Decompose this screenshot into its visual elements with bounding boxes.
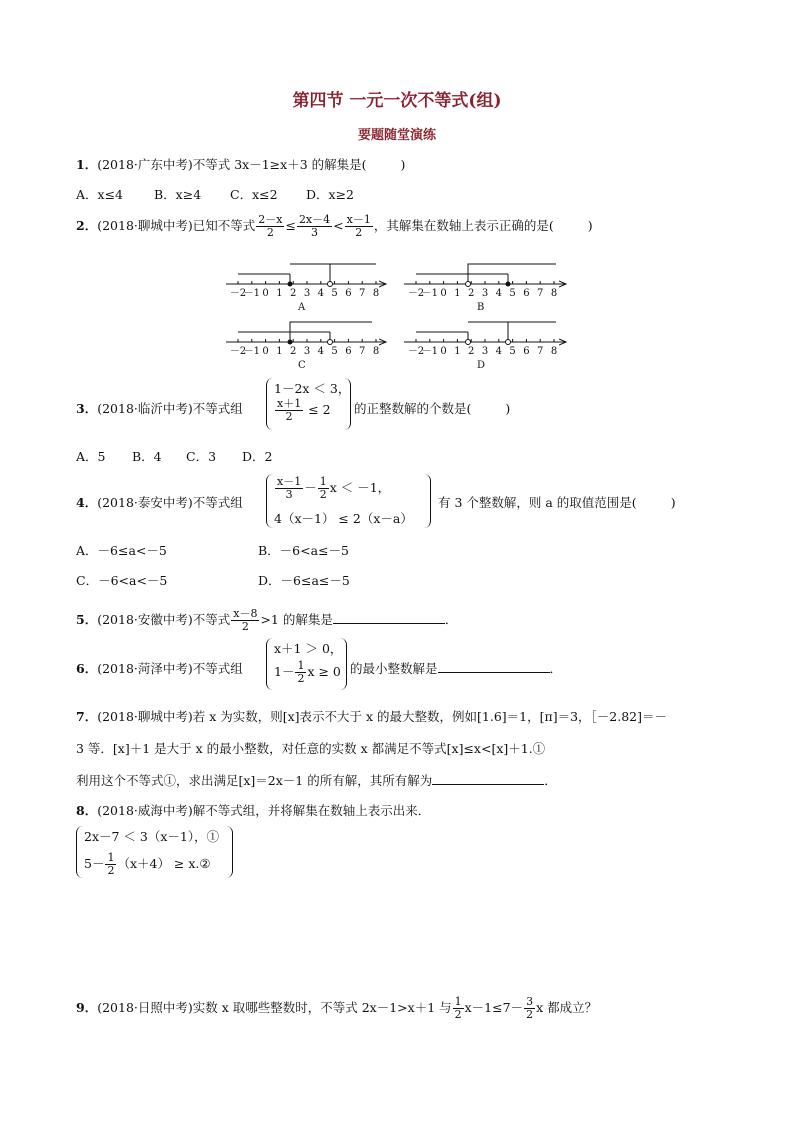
question-6-prefix [76, 660, 243, 678]
tick-label: －1 [243, 288, 260, 299]
question-3-option-d: D．2 [242, 449, 273, 464]
right-brace [424, 474, 431, 528]
number-line-options [222, 254, 582, 372]
system-line-2: 4（x－1） ≤ 2（x－a） [274, 511, 413, 526]
answer-paren-close: ) [400, 157, 406, 172]
question-1-option-c: C．x≤2 [230, 187, 278, 202]
tick-label: 7 [359, 346, 366, 357]
question-text-post: 有 3 个整数解，则 a 的取值范围是( [438, 495, 637, 510]
answer-paren-close: ) [587, 218, 593, 233]
tick-label: 3 [481, 346, 489, 357]
tick-label: 1 [454, 288, 461, 299]
option-label-b: B [477, 302, 485, 313]
question-1 [76, 156, 405, 174]
right-brace [344, 378, 351, 430]
question-text-post: 的最小整数解是 [350, 661, 438, 676]
answer-blank[interactable] [438, 660, 550, 673]
question-7-line-3: 利用这个不等式①，求出满足[x]＝2x－1 的所有解，其所有解为 ． [76, 773, 557, 788]
left-brace [266, 638, 273, 690]
left-brace [266, 378, 273, 430]
fraction: $\frac{2-x}{2}$ [258, 213, 283, 239]
question-number: 6． [76, 661, 98, 676]
question-text-pre: (2018·安徽中考)不等式 [97, 612, 231, 627]
answer-blank[interactable] [333, 611, 445, 624]
tick-label: 3 [303, 346, 311, 357]
question-4-prefix [76, 494, 243, 512]
question-3-option-a: A．5 [76, 449, 106, 464]
tick-label: 7 [537, 288, 544, 299]
tick-label: －2 [407, 288, 425, 299]
answer-paren-close: ) [505, 401, 511, 416]
question-7-line-1: 7．(2018·聊城中考)若 x 为实数，则[x]表示不大于 x 的最大整数，例如[1.6]＝1，[π]＝3，［－2.82]＝－ [76, 709, 668, 724]
question-text-pre: (2018·临沂中考)不等式组 [97, 401, 243, 416]
system-line-1: 1－2x ＜ 3， [274, 381, 351, 396]
system-line-1: $\frac{x-1}{3}$ － $\frac{1}{2}$ x ＜ －1， [277, 475, 391, 501]
question-number: 3． [76, 401, 98, 416]
tick-label: 8 [550, 288, 558, 299]
question-text-post: >1 的解集是 [260, 612, 333, 627]
tick-label: －2 [407, 346, 425, 357]
left-brace [266, 474, 273, 528]
tick-label: 6 [345, 288, 352, 299]
question-text-post: 的正整数解的个数是( [354, 401, 472, 416]
right-brace [226, 826, 233, 878]
answer-paren-close: ) [670, 495, 676, 510]
tick-label: －1 [421, 346, 438, 357]
question-number: 4． [76, 495, 98, 510]
question-1-option-b: B．x≥4 [154, 187, 202, 202]
question-4-suffix [438, 494, 676, 512]
tick-label: 0 [440, 346, 447, 357]
question-text-pre: (2018·菏泽中考)不等式组 [97, 661, 243, 676]
tick-label: 7 [537, 346, 544, 357]
tick-label: 5 [331, 288, 338, 299]
question-3-option-b: B．4 [132, 449, 162, 464]
question-3-option-c: C．3 [186, 449, 217, 464]
system-line-1: x＋1 ＞ 0， [274, 641, 343, 656]
tick-label: 6 [523, 346, 530, 357]
tick-label: 6 [523, 288, 530, 299]
tick-label: 2 [468, 346, 475, 357]
question-number: 9． [76, 1000, 98, 1015]
question-4-option-d: D．－6≤a≤－5 [258, 573, 350, 588]
tick-label: －1 [421, 288, 438, 299]
tick-label: 0 [262, 346, 269, 357]
tick-label: 4 [495, 288, 502, 299]
question-text-pre: (2018·泰安中考)不等式组 [97, 495, 243, 510]
system-line-2: $\frac{x+1}{2}$ ≤ 2 [277, 397, 331, 423]
fraction: $\frac{3}{2}$ [526, 995, 534, 1021]
tick-label: 2 [290, 288, 297, 299]
tick-label: 1 [276, 346, 283, 357]
tick-label: 7 [359, 288, 366, 299]
tick-label: 4 [495, 346, 502, 357]
question-5: 5．(2018·安徽中考)不等式 $\frac{x-8}{2}$ >1 的解集是 ． [76, 607, 458, 633]
question-3-suffix [354, 400, 510, 418]
option-label-c: C [298, 360, 306, 371]
tick-label: 5 [331, 346, 338, 357]
question-number: 2． [76, 218, 98, 233]
tick-label: 3 [303, 288, 311, 299]
tick-label: 8 [372, 346, 380, 357]
page-title: 第四节 一元一次不等式(组) [292, 91, 502, 111]
tick-label: 8 [550, 346, 558, 357]
question-number: 8． [76, 803, 98, 818]
system-line-2: 1－ $\frac{1}{2}$ x ≥ 0 [274, 659, 341, 685]
question-3-prefix [76, 400, 243, 418]
tick-label: －1 [243, 346, 260, 357]
question-7-line-2: 3 等．[x]＋1 是大于 x 的最小整数，对任意的实数 x 都满足不等式[x]≤x<[x]＋1.① [76, 741, 546, 756]
fraction: $\frac{2x-4}{3}$ [298, 213, 331, 239]
question-1-option-d: D．x≥2 [306, 187, 354, 202]
relation: < [333, 218, 344, 233]
tick-label: 5 [509, 346, 516, 357]
option-label-a: A [298, 302, 306, 313]
question-number: 5． [76, 612, 98, 627]
tick-label: 0 [262, 288, 269, 299]
question-8: 8．(2018·威海中考)解不等式组，并将解集在数轴上表示出来． [76, 803, 431, 818]
tick-label: 2 [290, 346, 297, 357]
right-brace [340, 638, 347, 690]
relation: ≤ [285, 218, 296, 233]
question-text-pre: (2018·聊城中考)已知不等式 [97, 218, 256, 233]
answer-blank[interactable] [432, 772, 544, 785]
tick-label: －2 [229, 346, 247, 357]
tick-label: 1 [276, 288, 283, 299]
tick-label: 0 [440, 288, 447, 299]
question-4-option-c: C．－6<a<－5 [76, 573, 168, 588]
question-2 [76, 214, 593, 239]
left-brace [76, 826, 83, 878]
system-line-2: 5－ $\frac{1}{2}$ （x＋4） ≥ x.② [84, 851, 211, 877]
question-6-suffix: 的最小整数解是 ． [350, 661, 563, 676]
tick-label: 6 [345, 346, 352, 357]
question-1-option-a: A．x≤4 [76, 187, 124, 202]
fraction: $\frac{1}{2}$ [454, 995, 462, 1021]
fraction: $\frac{x-1}{2}$ [346, 213, 371, 239]
tick-label: 2 [468, 288, 475, 299]
tick-label: 1 [454, 346, 461, 357]
question-number: 1． [76, 157, 98, 172]
question-number: 7． [76, 709, 98, 724]
tick-label: 8 [372, 288, 380, 299]
section-subtitle: 要题随堂演练 [357, 128, 436, 143]
question-4-option-a: A．－6≤a<－5 [76, 543, 167, 558]
tick-label: 5 [509, 288, 516, 299]
question-text-post: ，其解集在数轴上表示正确的是( [373, 218, 554, 233]
tick-label: 4 [317, 288, 324, 299]
system-line-1: 2x－7 ＜ 3（x－1），① [84, 829, 220, 844]
tick-label: 4 [317, 346, 324, 357]
question-9: 9．(2018·日照中考)实数 x 取哪些整数时，不等式 2x－1>x＋1 与 $\frac{1}{2}$ x－1≤7－ $\frac{3}{2}$ x 都成立？ [76, 995, 598, 1021]
tick-label: －2 [229, 288, 247, 299]
fraction: $\frac{x-8}{2}$ [233, 607, 258, 633]
question-4-option-b: B．－6<a≤－5 [258, 543, 349, 558]
question-text: (2018·广东中考)不等式 3x－1≥x＋3 的解集是( [97, 157, 367, 172]
tick-label: 3 [481, 288, 489, 299]
option-label-d: D [477, 360, 486, 371]
